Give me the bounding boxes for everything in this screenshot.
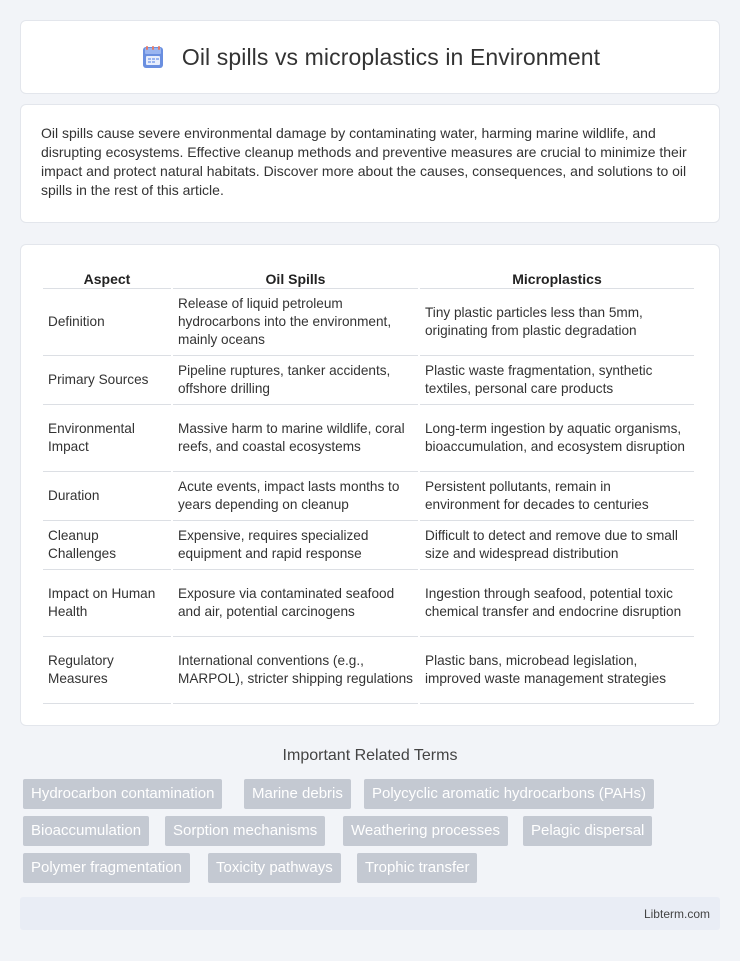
cell-oil-spills: Expensive, requires specialized equipment and rapid response (173, 521, 418, 570)
cell-aspect: Environmental Impact (43, 405, 171, 472)
related-term-tag[interactable]: Trophic transfer (357, 853, 477, 883)
cell-aspect: Impact on Human Health (43, 570, 171, 637)
comparison-table (41, 266, 696, 704)
footer-site-link[interactable]: Libterm.com (643, 907, 710, 921)
cell-oil-spills: Acute events, impact lasts months to years depending on cleanup (173, 472, 418, 521)
footer (20, 897, 720, 930)
table-row (43, 521, 694, 570)
intro-card (20, 104, 720, 223)
page-title: Oil spills vs microplastics in Environment (181, 43, 601, 70)
cell-microplastics: Long-term ingestion by aquatic organisms, bioaccumulation, and ecosystem disruption (420, 405, 694, 472)
table-row (43, 289, 694, 356)
related-terms-title: Important Related Terms (282, 747, 458, 764)
header-card (20, 20, 720, 94)
cell-aspect: Duration (43, 472, 171, 521)
table-row (43, 637, 694, 704)
cell-microplastics: Difficult to detect and remove due to small size and widespread distribution (420, 521, 694, 570)
title-wrap (140, 44, 600, 71)
cell-aspect: Definition (43, 289, 171, 356)
related-term-tag[interactable]: Marine debris (244, 779, 351, 809)
related-term-tag[interactable]: Hydrocarbon contamination (23, 779, 222, 809)
table-row (43, 405, 694, 472)
header-aspect: Aspect (43, 266, 171, 289)
cell-microplastics: Tiny plastic particles less than 5mm, originating from plastic degradation (420, 289, 694, 356)
document-icon (140, 44, 166, 70)
cell-aspect: Primary Sources (43, 356, 171, 405)
cell-aspect: Cleanup Challenges (43, 521, 171, 570)
related-term-tag[interactable]: Sorption mechanisms (165, 816, 325, 846)
intro-text: Oil spills cause severe environmental damage by contaminating water, harming marine wildlife, and disrupting ecosystems. Effective cleanup methods and preventive measures are crucial to minimize their impact and protect natural habitats. Discover more about the causes, consequences, and solutions to oil spills in the rest of this article. (41, 125, 687, 198)
related-term-tag[interactable]: Polycyclic aromatic hydrocarbons (PAHs) (364, 779, 654, 809)
cell-microplastics: Persistent pollutants, remain in environment for decades to centuries (420, 472, 694, 521)
table-row (43, 570, 694, 637)
cell-oil-spills: Release of liquid petroleum hydrocarbons into the environment, mainly oceans (173, 289, 418, 356)
comparison-card (20, 244, 720, 726)
cell-oil-spills: Massive harm to marine wildlife, coral reefs, and coastal ecosystems (173, 405, 418, 472)
cell-oil-spills: Exposure via contaminated seafood and air, potential carcinogens (173, 570, 418, 637)
header-microplastics: Microplastics (420, 266, 694, 289)
related-term-tag[interactable]: Bioaccumulation (23, 816, 149, 846)
cell-microplastics: Plastic waste fragmentation, synthetic textiles, personal care products (420, 356, 694, 405)
related-term-tag[interactable]: Polymer fragmentation (23, 853, 190, 883)
header-oil-spills: Oil Spills (173, 266, 418, 289)
cell-microplastics: Plastic bans, microbead legislation, improved waste management strategies (420, 637, 694, 704)
cell-microplastics: Ingestion through seafood, potential toxic chemical transfer and endocrine disruption (420, 570, 694, 637)
related-term-tag[interactable]: Weathering processes (343, 816, 508, 846)
cell-oil-spills: Pipeline ruptures, tanker accidents, offshore drilling (173, 356, 418, 405)
table-row (43, 356, 694, 405)
related-term-tag[interactable]: Toxicity pathways (208, 853, 341, 883)
cell-aspect: Regulatory Measures (43, 637, 171, 704)
table-header-row (43, 266, 694, 289)
table-row (43, 472, 694, 521)
cell-oil-spills: International conventions (e.g., MARPOL), stricter shipping regulations (173, 637, 418, 704)
related-term-tag[interactable]: Pelagic dispersal (523, 816, 652, 846)
